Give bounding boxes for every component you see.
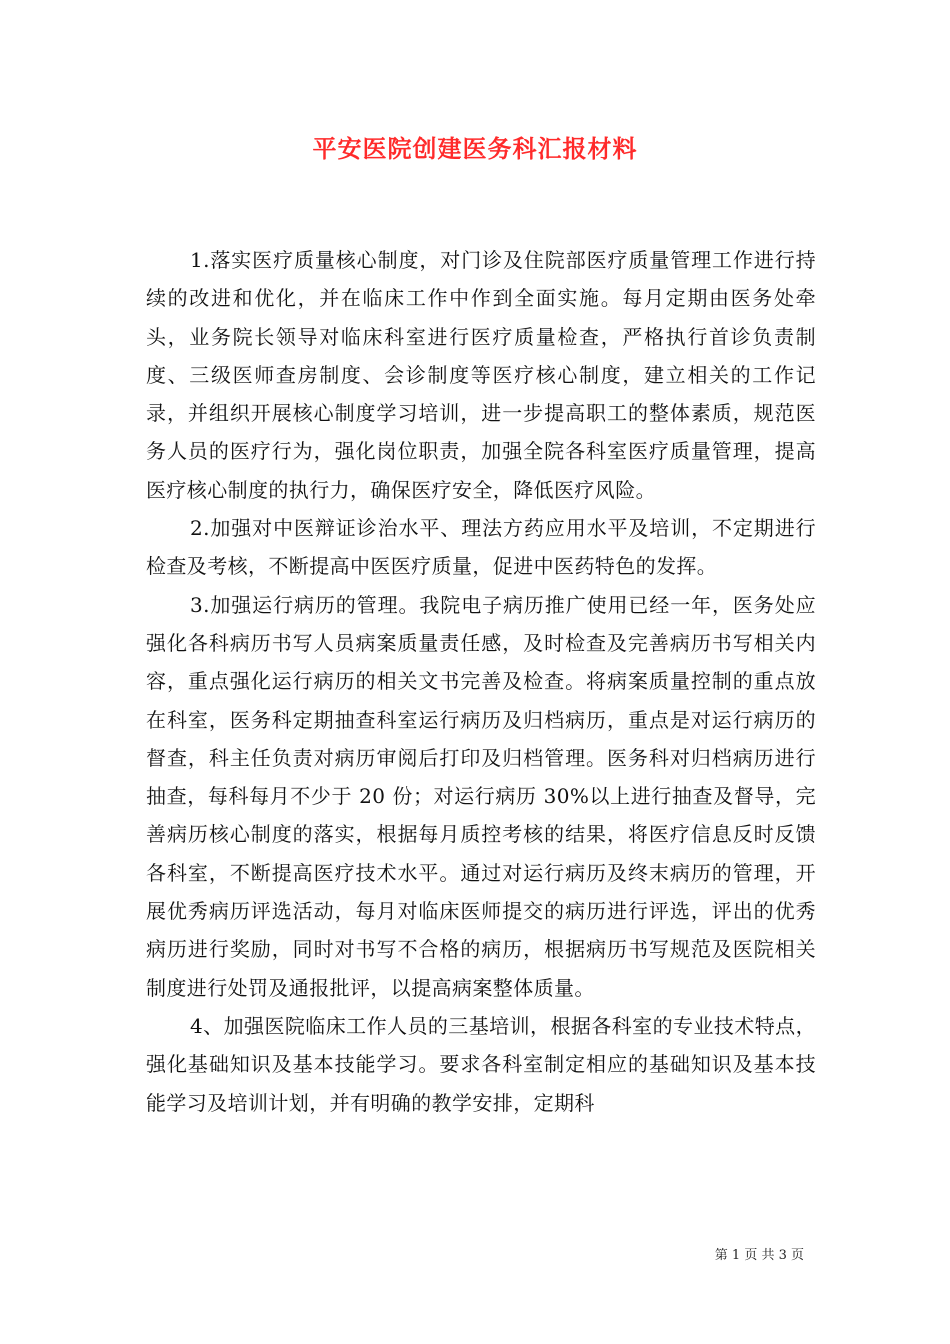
- page-number-footer: 第 1 页 共 3 页: [714, 1248, 804, 1263]
- document-body: [146, 241, 816, 1122]
- paragraph-1: 1.落实医疗质量核心制度，对门诊及住院部医疗质量管理工作进行持续的改进和优化，并在临床工作中作到全面实施。每月定期由医务处牵头，业务院长领导对临床科室进行医疗质量检查，严格执行首诊负责制度、三级医师查房制度、会诊制度等医疗核心制度，建立相关的工作记录，并组织开展核心制度学习培训，进一步提高职工的整体素质，规范医务人员的医疗行为，强化岗位职责，加强全院各科室医疗质量管理，提高医疗核心制度的执行力，确保医疗安全，降低医疗风险。: [146, 248, 816, 502]
- document-title: 平安医院创建医务科汇报材料: [312, 134, 638, 163]
- paragraph-2: 2.加强对中医辩证诊治水平、理法方药应用水平及培训，不定期进行检查及考核，不断提高中医医疗质量，促进中医药特色的发挥。: [146, 516, 816, 579]
- paragraph-4: 4、加强医院临床工作人员的三基培训，根据各科室的专业技术特点，强化基础知识及基本技能学习。要求各科室制定相应的基础知识及基本技能学习及培训计划，并有明确的教学安排，定期科: [146, 1013, 816, 1115]
- paragraph-3: 3.加强运行病历的管理。我院电子病历推广使用已经一年，医务处应强化各科病历书写人员病案质量责任感，及时检查及完善病历书写相关内容，重点强化运行病历的相关文书完善及检查。将病案质量控制的重点放在科室，医务科定期抽查科室运行病历及归档病历，重点是对运行病历的督查，科主任负责对病历审阅后打印及归档管理。医务科对归档病历进行抽查，每科每月不少于 20 份；对运行病历 30%以上进行抽查及督导，完善病历核心制度的落实，根据每月质控考核的结果，将医疗信息反时反馈各科室，不断提高医疗技术水平。通过对运行病历及终末病历的管理，开展优秀病历评选活动，每月对临床医师提交的病历进行评选，评出的优秀病历进行奖励，同时对书写不合格的病历，根据病历书写规范及医院相关制度进行处罚及通报批评，以提高病案整体质量。: [146, 592, 816, 1000]
